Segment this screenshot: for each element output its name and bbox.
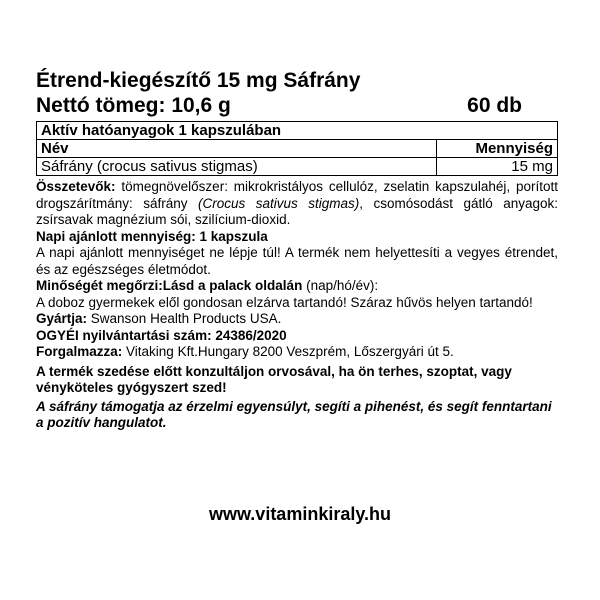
ingredients-text-1: tömegnövelőszer: mikrokristályos cellulóz, zselatin kapszulahéj, porított drogszárítmány: sáfrány [36,179,558,211]
ingredients-label: Összetevők: [36,179,116,194]
table-section-row [37,122,558,140]
best-before-label: Minőségét megőrzi:Lásd a palack oldalán [36,278,303,293]
product-label [36,68,558,432]
table-row [37,158,558,176]
manufacturer-paragraph [36,311,558,328]
capsule-count: 60 db [467,94,522,117]
column-header-name: Név [37,140,437,158]
dosage-label: Napi ajánlott mennyiség: 1 kapszula [36,228,268,244]
table-header-row [37,140,558,158]
website-link[interactable]: www.vitaminkiraly.hu [208,504,392,524]
registration-number: OGYÉI nyilvántartási szám: 24386/2020 [36,327,287,343]
column-header-amount: Mennyiség [437,140,558,158]
active-ingredients-table [36,121,558,176]
best-before-suffix: (nap/hó/év): [302,278,379,293]
ingredients-text-2: , csomósodást gátló anyagok: zsírsavak magnézium sói, szilícium-dioxid. [36,195,558,227]
table-section-title: Aktív hatóanyagok 1 kapszulában [37,122,558,140]
distributor-paragraph [36,344,558,361]
product-title: Étrend-kiegészítő 15 mg Sáfrány [36,69,361,92]
manufacturer-label: Gyártja: [36,311,88,326]
ingredient-name: Sáfrány (crocus sativus stigmas) [37,158,437,176]
pregnancy-warning: A termék szedése előtt konzultáljon orvosával, ha ön terhes, szoptat, vagy vényköteles gyógyszert szed! [36,363,512,395]
distributor-label: Forgalmazza: [36,344,123,359]
net-weight-row [36,93,558,118]
dosage-text: A napi ajánlott mennyiséget ne lépje túl! A termék nem helyettesíti a vegyes étrendet, és az egészséges életmódot. [36,245,558,277]
manufacturer-value: Swanson Health Products USA. [87,311,282,326]
label-body [36,179,558,432]
ingredients-latin-name: (Crocus sativus stigmas) [198,195,360,211]
best-before-paragraph [36,278,558,295]
net-weight: Nettó tömeg: 10,6 g [36,94,231,117]
distributor-value: Vitaking Kft.Hungary 8200 Veszprém, Lőszergyári út 5. [122,344,454,359]
health-claim: A sáfrány támogatja az érzelmi egyensúlyt, segíti a pihenést, és segít fenntartani a pozitív hangulatot. [36,398,552,430]
storage-text: A doboz gyermekek elől gondosan elzárva tartandó! Száraz hűvös helyen tartandó! [36,294,533,310]
ingredient-amount: 15 mg [437,158,558,176]
ingredients-paragraph [36,179,558,229]
